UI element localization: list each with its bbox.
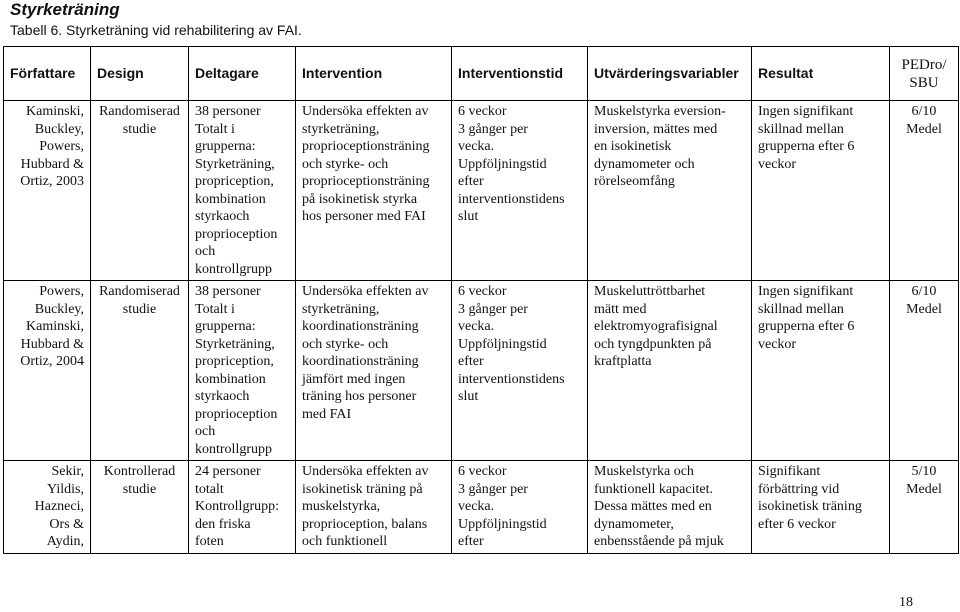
- cell-intervention: Undersöka effekten av styrketräning, proprioceptionsträning och styrke- och proprioceptionsträning på isokinetisk styrka hos personer med FAI: [296, 101, 452, 281]
- table-caption: Tabell 6. Styrketräning vid rehabilitering av FAI.: [10, 22, 302, 38]
- cell-author: Kaminski, Buckley, Powers, Hubbard & Ortiz, 2003: [4, 101, 91, 281]
- cell-participants: 38 personer Totalt i grupperna: Styrketräning, propriception, kombination styrkaoch proprioception och kontrollgrupp: [189, 281, 296, 461]
- cell-pedro: 6/10 Medel: [890, 281, 959, 461]
- header-participants: Deltagare: [189, 47, 296, 101]
- cell-design: Randomiserad studie: [91, 281, 189, 461]
- cell-design: Kontrollerad studie: [91, 461, 189, 554]
- cell-design: Randomiserad studie: [91, 101, 189, 281]
- cell-variables: Muskeluttröttbarhet mätt med elektromyografisignal och tyngdpunkten på kraftplatta: [588, 281, 752, 461]
- table-row: [4, 101, 959, 281]
- cell-participants: 38 personer Totalt i grupperna: Styrketräning, propriception, kombination styrkaoch proprioception och kontrollgrupp: [189, 101, 296, 281]
- cell-result: Ingen signifikant skillnad mellan grupperna efter 6 veckor: [752, 281, 890, 461]
- page-number: 18: [899, 595, 913, 610]
- header-pedro: PEDro/ SBU: [890, 47, 959, 101]
- cell-pedro: 5/10 Medel: [890, 461, 959, 554]
- cell-result: Signifikant förbättring vid isokinetisk träning efter 6 veckor: [752, 461, 890, 554]
- cell-author: Sekir, Yildis, Hazneci, Ors & Aydin,: [4, 461, 91, 554]
- cell-participants: 24 personer totalt Kontrollgrupp: den friska foten: [189, 461, 296, 554]
- cell-variables: Muskelstyrka och funktionell kapacitet. Dessa mättes med en dynamometer, enbensstående på mjuk: [588, 461, 752, 554]
- page-title: Styrketräning: [10, 0, 120, 19]
- cell-duration: 6 veckor 3 gånger per vecka. Uppföljningstid efter interventionstidens slut: [452, 281, 588, 461]
- table-row: [4, 281, 959, 461]
- cell-intervention: Undersöka effekten av isokinetisk träning på muskelstyrka, proprioception, balans och funktionell: [296, 461, 452, 554]
- header-variables: Utvärderingsvariabler: [588, 47, 752, 101]
- header-intervention: Intervention: [296, 47, 452, 101]
- table-header-row: [4, 47, 959, 101]
- header-result: Resultat: [752, 47, 890, 101]
- cell-result: Ingen signifikant skillnad mellan grupperna efter 6 veckor: [752, 101, 890, 281]
- cell-author: Powers, Buckley, Kaminski, Hubbard & Ortiz, 2004: [4, 281, 91, 461]
- header-author: Författare: [4, 47, 91, 101]
- strength-training-table: [3, 46, 959, 554]
- table-row: [4, 461, 959, 554]
- cell-duration: 6 veckor 3 gånger per vecka. Uppföljningstid efter: [452, 461, 588, 554]
- header-duration: Interventionstid: [452, 47, 588, 101]
- header-design: Design: [91, 47, 189, 101]
- cell-pedro: 6/10 Medel: [890, 101, 959, 281]
- cell-intervention: Undersöka effekten av styrketräning, koordinationsträning och styrke- och koordinationsträning jämfört med ingen träning hos personer med FAI: [296, 281, 452, 461]
- cell-duration: 6 veckor 3 gånger per vecka. Uppföljningstid efter interventionstidens slut: [452, 101, 588, 281]
- cell-variables: Muskelstyrka eversion- inversion, mättes med en isokinetisk dynamometer och rörelseomfång: [588, 101, 752, 281]
